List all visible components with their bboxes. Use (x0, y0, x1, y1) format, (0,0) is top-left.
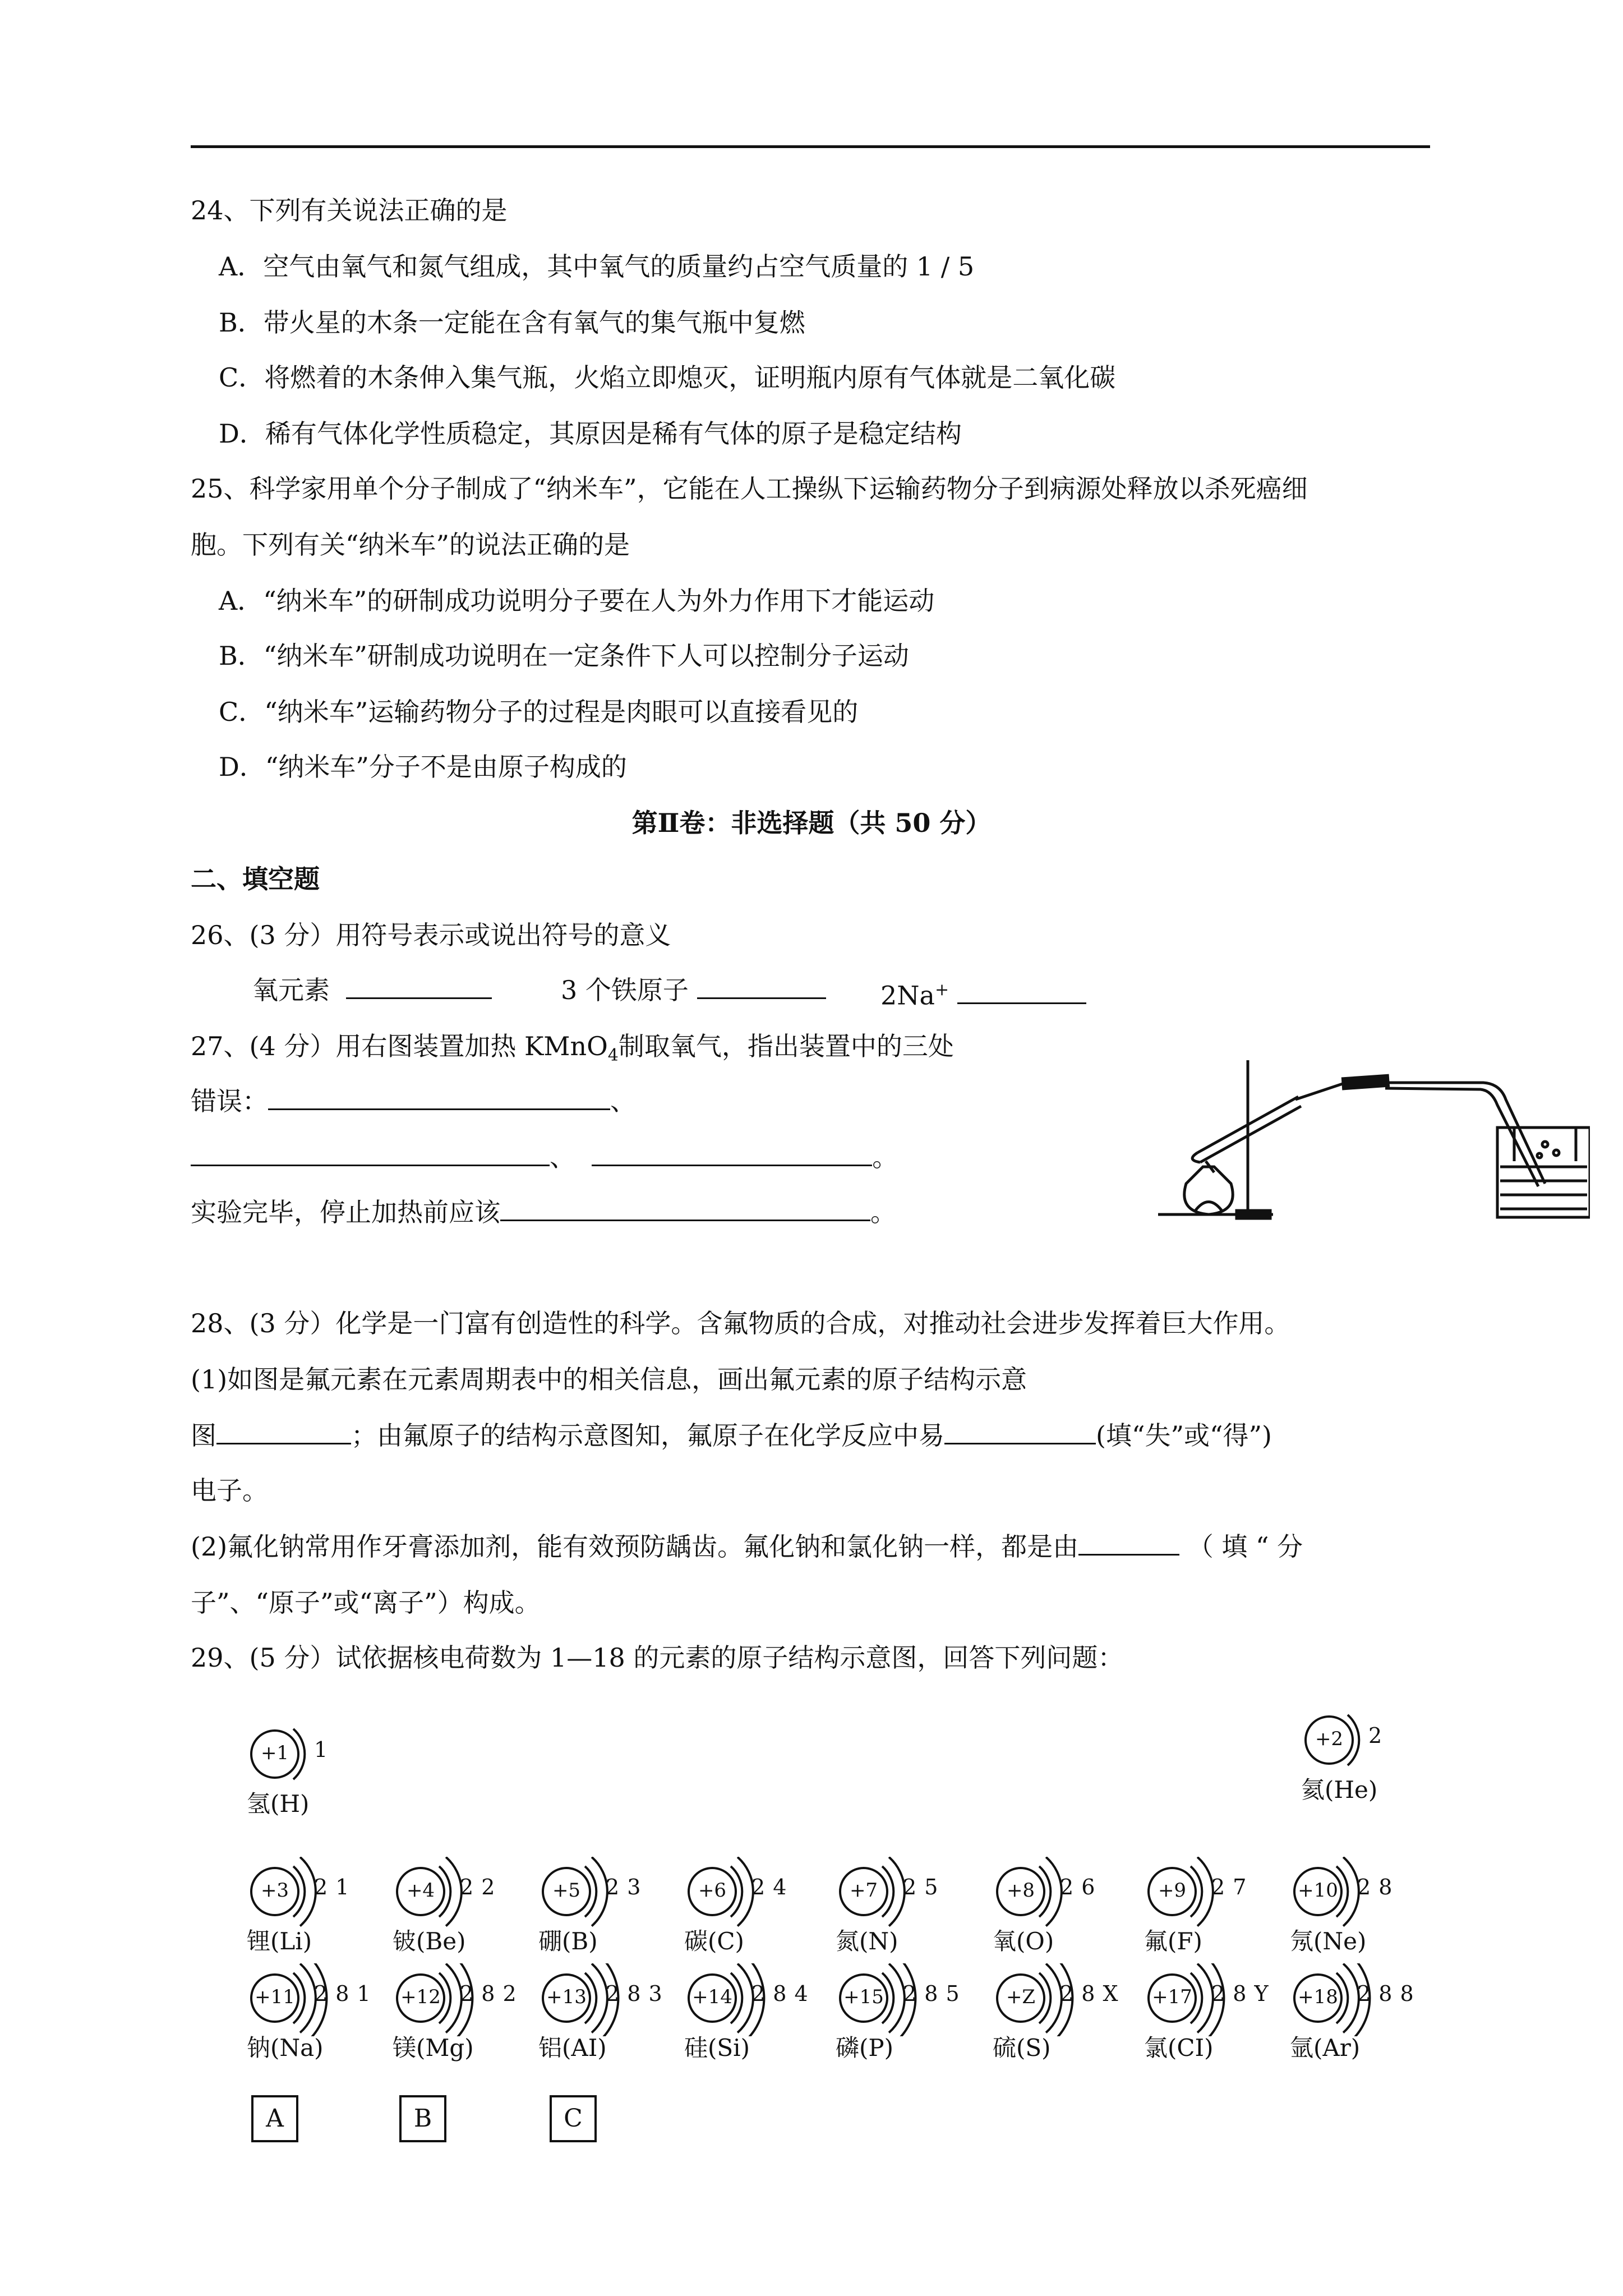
q26-item3 (880, 973, 1086, 1012)
separator: 、 (550, 1142, 575, 1172)
q29-stem: 29、(5 分）试依据核电荷数为 1—18 的元素的原子结构示意图，回答下列问题： (191, 1642, 1124, 1673)
q28-text: ；由氟原子的结构示意图知，氟原子在化学反应中易 (351, 1420, 944, 1451)
electron-counts: 2 8 8 (1357, 1981, 1414, 2006)
q24-option-a: A．空气由氧气和氮气组成，其中氧气的质量约占空气质量的 1 / 5 (219, 251, 975, 282)
electron-counts: 2 2 (460, 1875, 496, 1899)
element-label: 铝(AI) (538, 2034, 607, 2062)
electron-counts: 2 (1368, 1723, 1383, 1748)
q24-option-d: D．稀有气体化学性质稳定，其原因是稀有气体的原子是稳定结构 (219, 418, 962, 449)
answer-box-b[interactable]: B (399, 2095, 446, 2142)
atom-diagram-16 (1144, 1963, 1269, 2062)
element-label: 锂(Li) (247, 1927, 312, 1955)
atom-diagram-5 (684, 1857, 796, 1955)
electron-counts: 2 5 (903, 1875, 939, 1899)
electron-counts: 2 8 1 (314, 1981, 371, 2006)
q25-option-d: D．“纳米车”分子不是由原子构成的 (219, 752, 627, 782)
q28-line6: 子”、“原子”或“离子”）构成。 (191, 1588, 541, 1618)
q28-text: (填“失”或“得”) (1096, 1420, 1272, 1451)
q27-label: 实验完毕，停止加热前应该 (191, 1197, 500, 1227)
atom-diagram-8 (1144, 1857, 1256, 1955)
electron-counts: 2 8 (1357, 1875, 1393, 1899)
period: 。 (870, 1197, 896, 1227)
nucleus-charge: +Z (1006, 1986, 1036, 2008)
element-label: 氩(Ar) (1290, 2034, 1361, 2062)
atom-diagram-7 (993, 1857, 1105, 1955)
subscript: 4 (607, 1046, 619, 1066)
separator: 、 (610, 1086, 636, 1116)
element-label: 镁(Mg) (393, 2034, 474, 2062)
q25-option-b: B．“纳米车”研制成功说明在一定条件下人可以控制分子运动 (219, 641, 909, 671)
q25-stem-line2: 胞。下列有关“纳米车”的说法正确的是 (191, 530, 630, 560)
nucleus-charge: +2 (1315, 1728, 1344, 1750)
q28-text: (2)氟化钠常用作牙膏添加剂，能有效预防龋齿。氟化钠和氯化钠一样，都是由 (191, 1531, 1079, 1562)
answer-blank[interactable] (1078, 1531, 1179, 1556)
header-rule (191, 145, 1430, 148)
element-label: 氖(Ne) (1290, 1927, 1367, 1955)
electron-counts: 2 8 2 (460, 1981, 517, 2006)
electron-counts: 2 8 4 (751, 1981, 809, 2006)
q27-label: 错误： (191, 1086, 268, 1116)
plus-superscript: + (934, 980, 949, 1000)
electron-counts: 2 8 X (1060, 1981, 1119, 2006)
q25-option-c: C．“纳米车”运输药物分子的过程是肉眼可以直接看见的 (219, 697, 859, 727)
answer-blank[interactable] (957, 980, 1086, 1004)
nucleus-charge: +8 (1006, 1879, 1035, 1902)
q27-stem-text2: 制取氧气，指出装置中的三处 (618, 1031, 954, 1061)
element-label: 硅(Si) (684, 2034, 750, 2062)
q26-item3-label: 2Na (880, 980, 935, 1011)
part2-title: 第Ⅱ卷：非选择题（共 50 分） (631, 808, 992, 838)
nucleus-charge: +15 (843, 1986, 884, 2008)
q28-line3 (191, 1419, 1272, 1452)
electron-counts: 2 1 (314, 1875, 350, 1899)
nucleus-charge: +11 (255, 1986, 295, 2008)
nucleus-charge: +5 (552, 1879, 581, 1902)
answer-blank[interactable] (697, 975, 826, 999)
q28-text: （ 填 “ 分 (1187, 1531, 1303, 1562)
q28-line4: 电子。 (191, 1475, 268, 1506)
atom-diagram-13 (684, 1963, 809, 2062)
atom-diagram-4 (538, 1857, 651, 1955)
q27-stem (191, 1029, 954, 1073)
answer-blank[interactable] (346, 975, 492, 999)
nucleus-charge: +10 (1298, 1879, 1338, 1902)
q26-stem: 26、(3 分）用符号表示或说出符号的意义 (191, 920, 671, 950)
atom-diagram-17 (1290, 1963, 1414, 2062)
q26-item1 (252, 973, 492, 1007)
q27-line3 (191, 1140, 898, 1174)
q26-item1-label: 氧元素 (252, 975, 330, 1005)
element-label: 氯(CI) (1144, 2034, 1214, 2062)
answer-blank[interactable] (191, 1142, 550, 1166)
element-label: 氦(He) (1301, 1776, 1378, 1803)
atom-diagram-6 (836, 1857, 948, 1955)
atom-diagram-1 (1301, 1705, 1413, 1803)
answer-box-a[interactable]: A (251, 2095, 298, 2142)
electron-counts: 2 6 (1060, 1875, 1096, 1899)
answer-blank[interactable] (944, 1420, 1096, 1444)
atom-diagram-10 (247, 1963, 371, 2062)
answer-blank[interactable] (268, 1086, 610, 1110)
electron-counts: 2 4 (751, 1875, 787, 1899)
atom-diagram-2 (247, 1857, 359, 1955)
atom-diagram-9 (1290, 1857, 1402, 1955)
nucleus-charge: +3 (260, 1879, 289, 1902)
q28-line5 (191, 1530, 1303, 1563)
element-label: 硫(S) (993, 2034, 1051, 2062)
element-label: 氮(N) (836, 1927, 898, 1955)
electron-counts: 2 3 (606, 1875, 642, 1899)
atom-diagram-11 (393, 1963, 517, 2062)
element-label: 磷(P) (836, 2034, 894, 2062)
q24-stem: 24、下列有关说法正确的是 (191, 195, 508, 226)
electron-counts: 2 8 5 (903, 1981, 960, 2006)
nucleus-charge: +12 (400, 1986, 441, 2008)
nucleus-charge: +1 (260, 1742, 289, 1764)
electron-counts: 2 8 3 (606, 1981, 663, 2006)
atom-diagram-0 (247, 1719, 359, 1818)
nucleus-charge: +6 (698, 1879, 727, 1902)
element-label: 碳(C) (684, 1927, 744, 1955)
atom-diagram-12 (538, 1963, 663, 2062)
period: 。 (872, 1142, 898, 1172)
section-title: 二、填空题 (191, 864, 320, 894)
element-label: 钠(Na) (247, 2034, 324, 2062)
element-label: 铍(Be) (393, 1927, 466, 1955)
kmno4-apparatus-diagram (1152, 1043, 1590, 1228)
q28-line2: (1)如图是氟元素在元素周期表中的相关信息，画出氟元素的原子结构示意 (191, 1364, 1027, 1395)
q25-stem-line1: 25、科学家用单个分子制成了“纳米车”，它能在人工操纵下运输药物分子到病源处释放以杀死癌细 (191, 473, 1308, 504)
atom-diagram-14 (836, 1963, 960, 2062)
electron-counts: 2 8 Y (1211, 1981, 1269, 2006)
q27-line2 (191, 1084, 636, 1118)
q27-line4 (191, 1195, 896, 1229)
element-label: 硼(B) (538, 1927, 598, 1955)
nucleus-charge: +14 (692, 1986, 732, 2008)
answer-box-c[interactable]: C (550, 2095, 597, 2142)
atom-diagram-15 (993, 1963, 1119, 2062)
answer-blank[interactable] (592, 1142, 872, 1166)
answer-blank[interactable] (216, 1420, 351, 1444)
atom-diagram-3 (393, 1857, 505, 1955)
q28-line1: 28、(3 分）化学是一门富有创造性的科学。含氟物质的合成，对推动社会进步发挥着巨大作用。 (191, 1308, 1290, 1338)
nucleus-charge: +17 (1152, 1986, 1192, 2008)
nucleus-charge: +18 (1298, 1986, 1338, 2008)
element-label: 氟(F) (1144, 1927, 1202, 1955)
q24-option-b: B．带火星的木条一定能在含有氧气的集气瓶中复燃 (219, 307, 805, 338)
nucleus-charge: +7 (849, 1879, 878, 1902)
q26-item2 (561, 973, 826, 1007)
electron-counts: 1 (314, 1737, 329, 1762)
q26-item2-label: 3 个铁原子 (561, 975, 689, 1005)
nucleus-charge: +9 (1158, 1879, 1187, 1902)
nucleus-charge: +13 (546, 1986, 587, 2008)
answer-blank[interactable] (500, 1197, 870, 1221)
element-label: 氢(H) (247, 1790, 310, 1818)
q24-option-c: C．将燃着的木条伸入集气瓶，火焰立即熄灭，证明瓶内原有气体就是二氧化碳 (219, 362, 1116, 393)
nucleus-charge: +4 (406, 1879, 435, 1902)
q28-text: 图 (191, 1420, 216, 1451)
q25-option-a: A．“纳米车”的研制成功说明分子要在人为外力作用下才能运动 (219, 586, 935, 616)
electron-counts: 2 7 (1211, 1875, 1247, 1899)
element-label: 氧(O) (993, 1927, 1054, 1955)
q27-stem-text: 27、(4 分）用右图装置加热 KMnO (191, 1031, 608, 1061)
